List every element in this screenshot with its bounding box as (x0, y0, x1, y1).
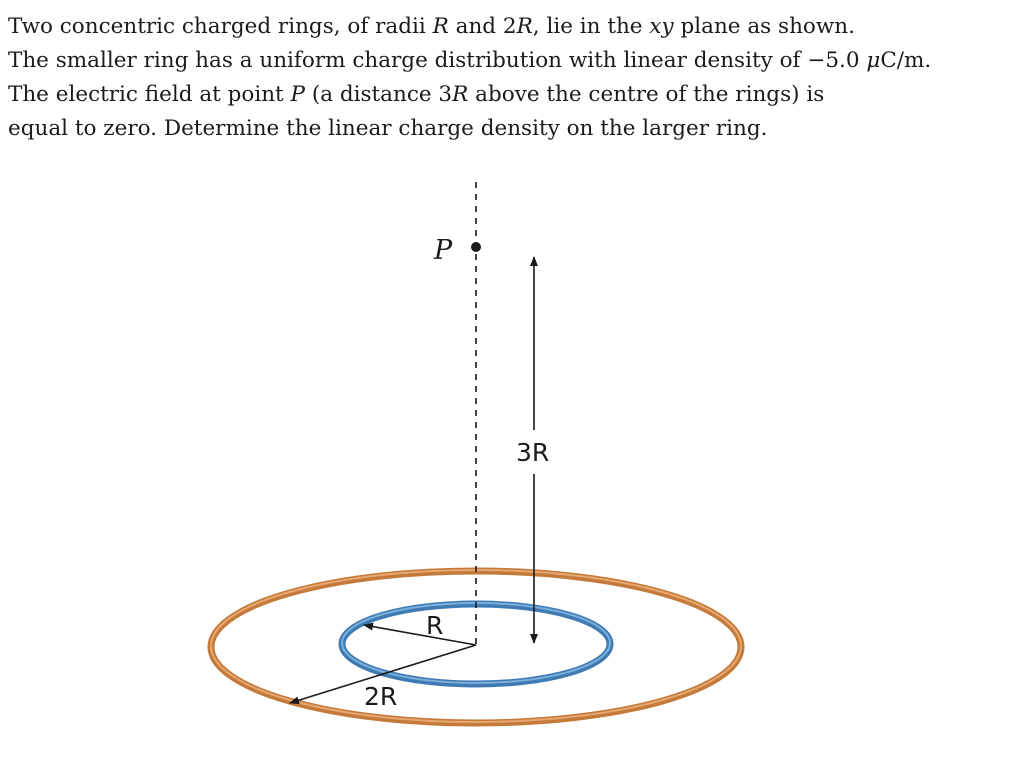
inner-radius-label: R (426, 611, 444, 640)
text-segment: plane as shown. (673, 14, 855, 39)
text-segment: , lie in the (532, 14, 650, 39)
height-label: 3R (516, 438, 550, 467)
text-segment: The electric field at point (8, 82, 291, 107)
text-segment: and 2 (448, 14, 517, 39)
text-segment: Two concentric charged rings, of radii (8, 14, 433, 39)
point-p-label: P (434, 235, 453, 266)
math-symbol: μ (866, 48, 881, 73)
point-p-dot (471, 242, 481, 252)
math-symbol: R (452, 82, 469, 107)
text-segment: (a distance 3 (304, 82, 453, 107)
text-segment: above the centre of the rings) is (468, 82, 825, 107)
math-symbol: R (432, 14, 449, 39)
inner-radius-arrow (364, 625, 476, 645)
math-symbol: R (516, 14, 533, 39)
math-symbol: P (290, 82, 305, 107)
text-segment: The smaller ring has a uniform charge distribution with linear density of −5.0 (8, 48, 867, 73)
math-symbol: xy (649, 14, 674, 39)
outer-radius-label: 2R (364, 682, 398, 711)
text-segment: C/m. (880, 48, 932, 73)
text-segment: equal to zero. Determine the linear charge density on the larger ring. (8, 116, 768, 141)
